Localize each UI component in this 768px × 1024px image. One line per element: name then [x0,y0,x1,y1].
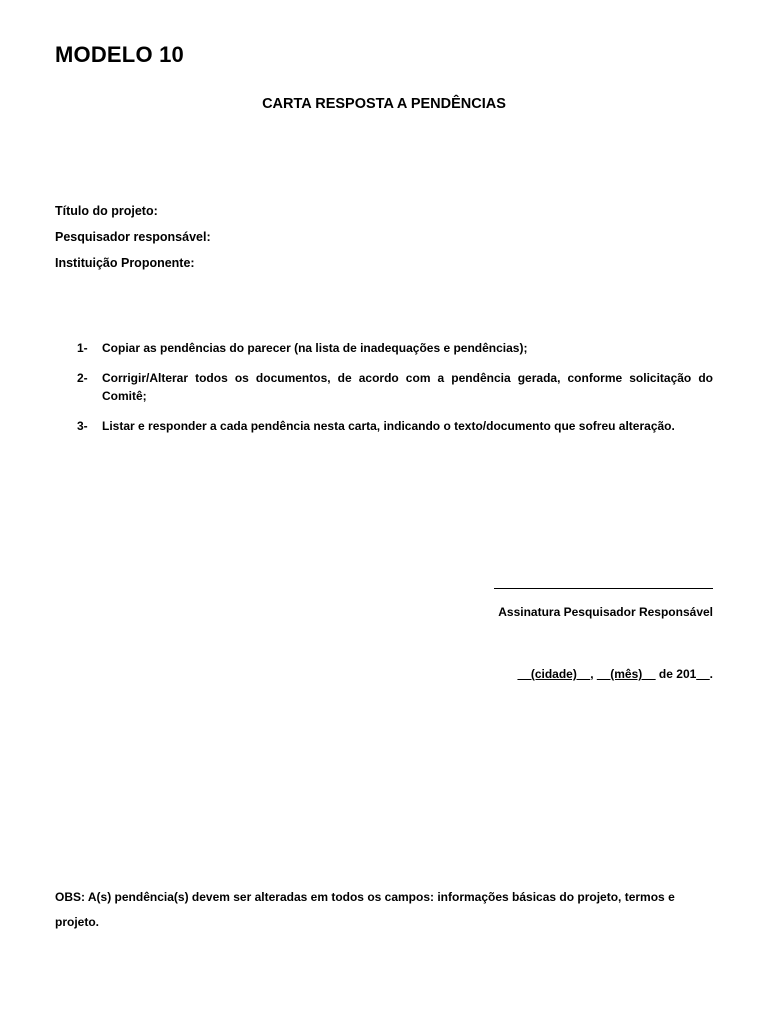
field-project-title: Título do projeto: [55,204,158,218]
list-item-text: Listar e responder a cada pendência nesta carta, indicando o texto/documento que sofreu alteração. [102,419,675,433]
field-institution: Instituição Proponente: [55,256,195,270]
date-separator: , [590,667,597,681]
date-end: . [709,667,713,681]
observation-note: OBS: A(s) pendência(s) devem ser alteradas em todos os campos: informações básicas do projeto, termos e projeto. [55,890,675,929]
signature-label: Assinatura Pesquisador Responsável [498,605,713,619]
instruction-list [55,339,713,447]
list-item [55,417,713,435]
model-number-heading: MODELO 10 [55,42,184,67]
month-blank: __(mês)__ [596,667,656,681]
city-blank: __(cidade)__ [517,667,591,681]
list-item-number: 3- [77,419,88,433]
signature-line [494,588,713,589]
list-item [55,369,713,405]
year-blank: __ [696,667,710,681]
list-item-number: 2- [77,371,88,385]
list-item [55,339,713,357]
list-item-text: Corrigir/Alterar todos os documentos, de acordo com a pendência gerada, conforme solicitação do Comitê; [102,371,713,403]
list-item-number: 1- [77,341,88,355]
field-researcher: Pesquisador responsável: [55,230,211,244]
year-prefix: de 201 [655,667,697,681]
project-fields [55,203,211,281]
list-item-text: Copiar as pendências do parecer (na lista de inadequações e pendências); [102,341,528,355]
date-line [518,667,714,681]
document-title: CARTA RESPOSTA A PENDÊNCIAS [262,96,506,112]
